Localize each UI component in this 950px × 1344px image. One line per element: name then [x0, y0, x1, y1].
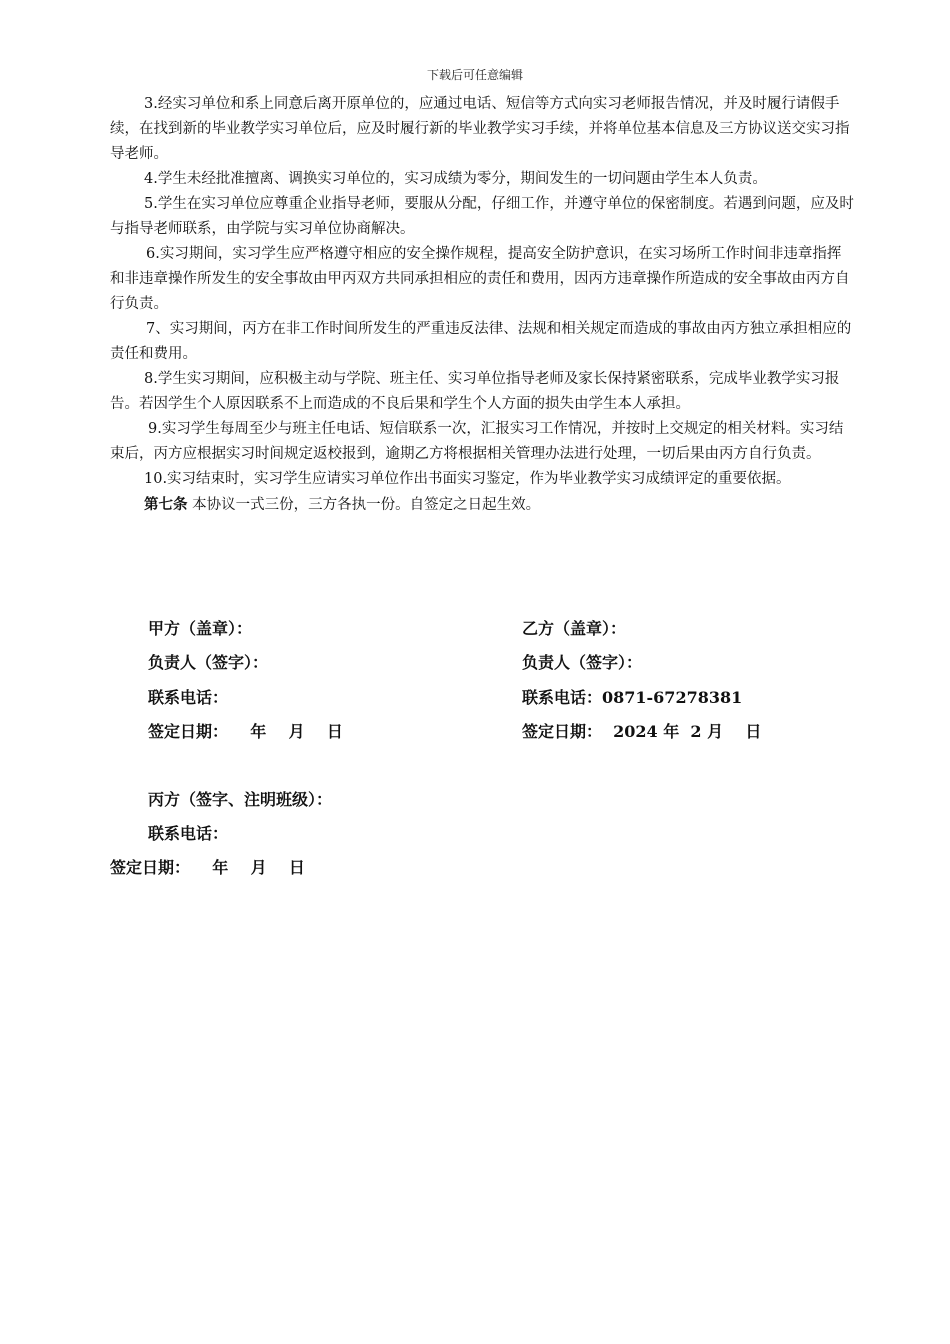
article-7-text: 本协议一式三份，三方各执一份。自签定之日起生效。 — [187, 497, 541, 513]
article-7-label: 第七条 — [144, 496, 188, 513]
party-a-date: 签定日期： 年 月 日 — [148, 722, 343, 741]
clause-10: 10.实习结束时，实习学生应请实习单位作出书面实习鉴定，作为毕业教学实习成绩评定的重要依据。 — [144, 471, 791, 487]
party-c-sign: 丙方（签字、注明班级）： — [148, 790, 333, 809]
party-c-phone: 联系电话： — [148, 824, 229, 843]
party-b-date: 签定日期： 2024 年 2 月 日 — [522, 722, 762, 741]
clause-5: 5.学生在实习单位应尊重企业指导老师，要服从分配，仔细工作，并遵守单位的保密制度。若遇到问题，应及时与指导老师联系，由学院与实习单位协商解决。 — [110, 196, 854, 237]
agreement-body — [110, 92, 855, 518]
clause-3: 3.经实习单位和系上同意后离开原单位的，应通过电话、短信等方式向实习老师报告情况，并及时履行请假手续，在找到新的毕业教学实习单位后，应及时履行新的毕业教学实习手续，并将单位基本信息及三方协议送交实习指导老师。 — [110, 96, 850, 162]
clause-6: 6.实习期间，实习学生应严格遵守相应的安全操作规程，提高安全防护意识，在实习场所工作时间非违章指挥和非违章操作所发生的安全事故由甲丙双方共同承担相应的责任和费用，因丙方违章操作所造成的安全事故由丙方自行负责。 — [110, 246, 850, 312]
header-note: 下载后可任意编辑 — [426, 68, 523, 82]
clause-7: 7、实习期间，丙方在非工作时间所发生的严重违反法律、法规和相关规定而造成的事故由丙方独立承担相应的责任和费用。 — [110, 321, 852, 362]
party-a-seal: 甲方（盖章）： — [148, 619, 253, 638]
party-b-phone: 联系电话：0871-67278381 — [522, 688, 743, 707]
clause-9: 9.实习学生每周至少与班主任电话、短信联系一次，汇报实习工作情况，并按时上交规定的相关材料。实习结束后，丙方应根据实习时间规定返校报到，逾期乙方将根据相关管理办法进行处理，一切后果由丙方自行负责。 — [110, 421, 844, 462]
clause-8: 8.学生实习期间，应积极主动与学院、班主任、实习单位指导老师及家长保持紧密联系，完成毕业教学实习报告。若因学生个人原因联系不上而造成的不良后果和学生个人方面的损失由学生本人承担。 — [110, 371, 840, 412]
party-c-date: 签定日期： 年 月 日 — [110, 858, 305, 877]
party-b-responsible: 负责人（签字）： — [522, 653, 643, 672]
party-b-seal: 乙方（盖章）： — [522, 619, 627, 638]
clause-4: 4.学生未经批准擅离、调换实习单位的，实习成绩为零分，期间发生的一切问题由学生本人负责。 — [144, 171, 767, 187]
party-a-phone: 联系电话： — [148, 688, 229, 707]
article-7 — [110, 492, 855, 518]
party-a-responsible: 负责人（签字）： — [148, 653, 269, 672]
